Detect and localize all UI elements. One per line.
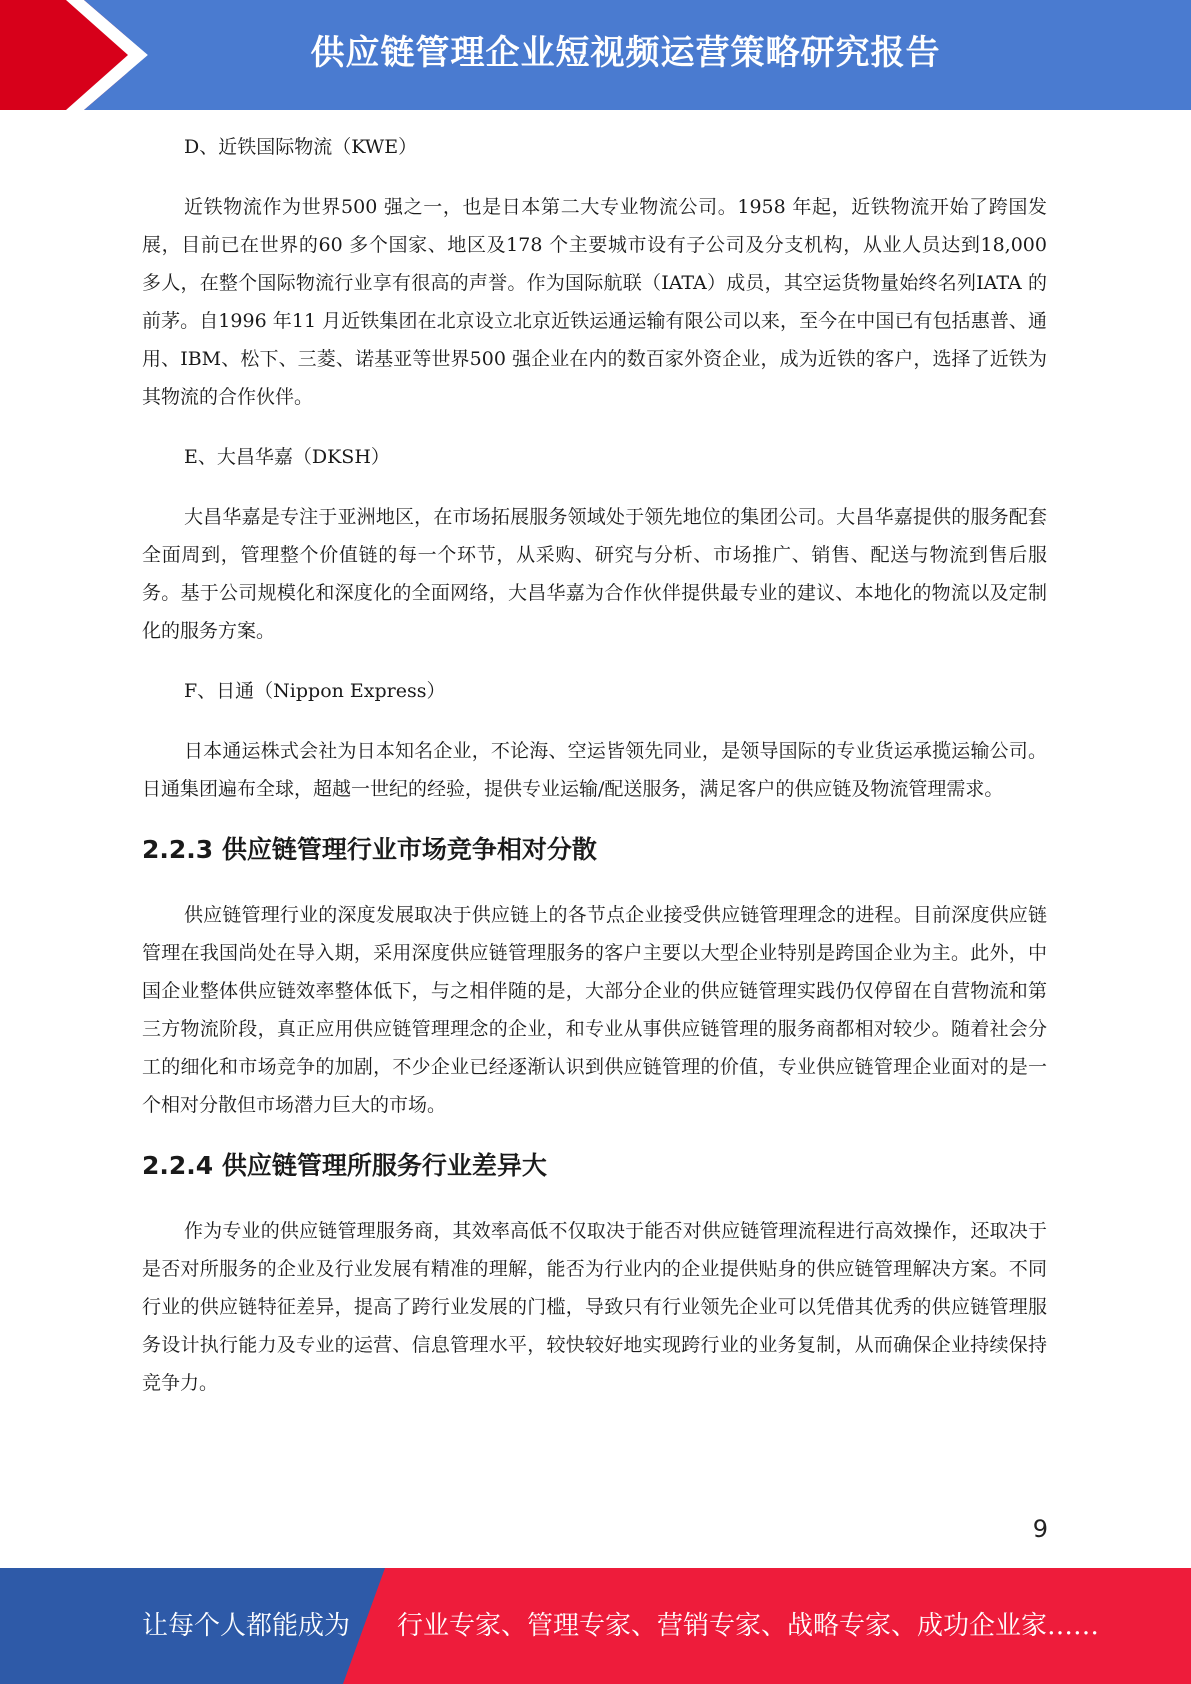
paragraph-dksh: 大昌华嘉是专注于亚洲地区，在市场拓展服务领域处于领先地位的集团公司。大昌华嘉提供的服务配套全面周到，管理整个价值链的每一个环节，从采购、研究与分析、市场推广、销售、配送与物流到售后服务。基于公司规模化和深度化的全面网络，大昌华嘉为合作伙伴提供最专业的建议、本地化的物流以及定制化的服务方案。 [142,506,1047,642]
paragraph-2-2-4: 作为专业的供应链管理服务商，其效率高低不仅取决于能否对供应链管理流程进行高效操作，还取决于是否对所服务的企业及行业发展有精准的理解，能否为行业内的企业提供贴身的供应链管理解决方案。不同行业的供应链特征差异，提高了跨行业发展的门槛，导致只有行业领先企业可以凭借其优秀的供应链管理服务设计执行能力及专业的运营、信息管理水平，较快较好地实现跨行业的业务复制，从而确保企业持续保持竞争力。 [142,1220,1047,1394]
subheading-nippon-express: F、日通（Nippon Express） [184,680,446,702]
paragraph-2-2-3: 供应链管理行业的深度发展取决于供应链上的各节点企业接受供应链管理理念的进程。目前深度供应链管理在我国尚处在导入期，采用深度供应链管理服务的客户主要以大型企业特别是跨国企业为主。此外，中国企业整体供应链效率整体低下，与之相伴随的是，大部分企业的供应链管理实践仍仅停留在自营物流和第三方物流阶段，真正应用供应链管理理念的企业，和专业从事供应链管理的服务商都相对较少。随着社会分工的细化和市场竞争的加剧，不少企业已经逐渐认识到供应链管理的价值，专业供应链管理企业面对的是一个相对分散但市场潜力巨大的市场。 [142,904,1047,1116]
footer-slogan-left: 让每个人都能成为 [142,1611,351,1641]
paragraph-nippon-express: 日本通运株式会社为日本知名企业，不论海、空运皆领先同业，是领导国际的专业货运承揽运输公司。日通集团遍布全球，超越一世纪的经验，提供专业运输/配送服务，满足客户的供应链及物流管理需求。 [142,740,1047,800]
section-heading-2-2-3: 2.2.3 供应链管理行业市场竞争相对分散 [142,835,597,864]
subheading-dksh: E、大昌华嘉（DKSH） [184,446,390,468]
page-number: 9 [1032,1515,1048,1543]
subheading-kwe: D、近铁国际物流（KWE） [184,136,418,158]
header-arrow-icon [0,0,240,110]
page-footer [0,1568,1191,1684]
report-title: 供应链管理企业短视频运营策略研究报告 [310,33,941,73]
section-heading-2-2-4: 2.2.4 供应链管理所服务行业差异大 [142,1151,547,1180]
paragraph-kwe: 近铁物流作为世界500 强之一，也是日本第二大专业物流公司。1958 年起，近铁物流开始了跨国发展，目前已在世界的60 多个国家、地区及178 个主要城市设有子公司及分支机构，从业人员达到18,000 多人，在整个国际物流行业享有很高的声誉。作为国际航联（IATA）成员，其空运货物量始终名列IATA 的前茅。自1996 年11 月近铁集团在北京设立北京近铁运通运输有限公司以来，至今在中国已有包括惠普、通用、IBM、松下、三菱、诺基亚等世界500 强企业在内的数百家外资企业，成为近铁的客户，选择了近铁为其物流的合作伙伴。 [142,196,1047,408]
page-header [0,0,1191,110]
page-body [142,128,1047,1424]
footer-slogan-right: 行业专家、管理专家、营销专家、战略专家、成功企业家…… [397,1611,1100,1641]
